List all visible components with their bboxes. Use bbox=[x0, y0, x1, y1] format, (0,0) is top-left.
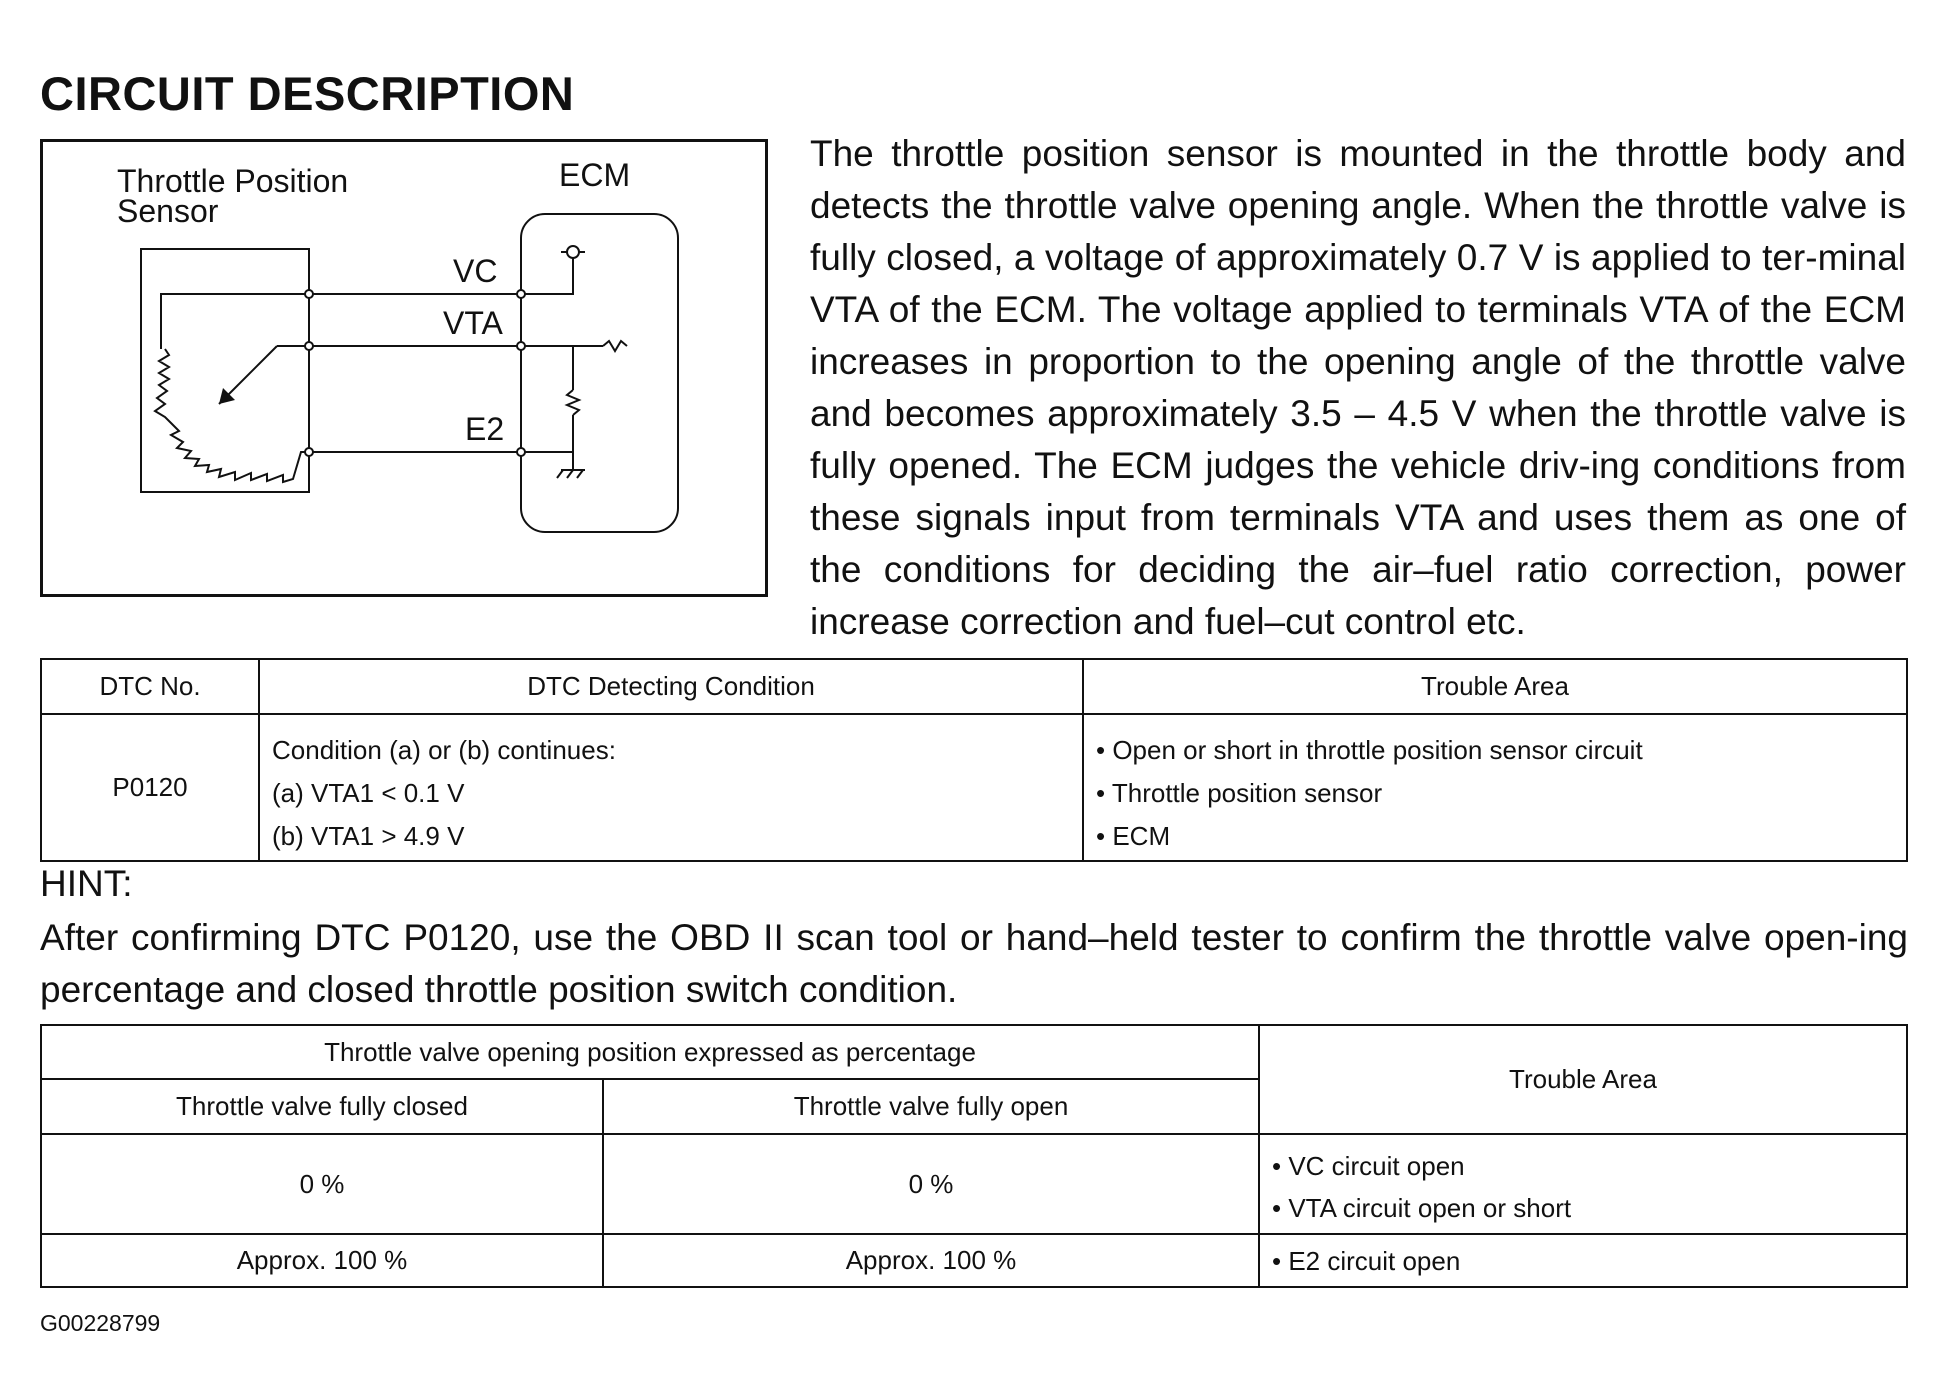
section-title: CIRCUIT DESCRIPTION bbox=[40, 67, 575, 120]
trouble-item: • VTA circuit open or short bbox=[1272, 1193, 1572, 1223]
table-row bbox=[41, 1234, 1907, 1287]
trouble-item: • VC circuit open bbox=[1272, 1151, 1465, 1181]
header-dtc-no: DTC No. bbox=[41, 659, 259, 714]
header-trouble-area: Trouble Area bbox=[1083, 659, 1907, 714]
trouble-item: • E2 circuit open bbox=[1272, 1245, 1461, 1276]
trouble-item: • ECM bbox=[1096, 821, 1171, 851]
condition-b: (b) VTA1 > 4.9 V bbox=[272, 821, 465, 851]
sensor-housing bbox=[141, 249, 309, 492]
open-value: 0 % bbox=[603, 1134, 1259, 1234]
circuit-diagram bbox=[40, 139, 768, 597]
dtc-table-row bbox=[41, 714, 1907, 861]
group-header: Throttle valve opening position expressed as percentage bbox=[41, 1025, 1259, 1079]
condition-a: (a) VTA1 < 0.1 V bbox=[272, 778, 465, 808]
trouble-item: • Throttle position sensor bbox=[1096, 778, 1383, 808]
ecm-label: ECM bbox=[559, 157, 631, 193]
trouble-area-cell bbox=[1083, 714, 1907, 861]
header-trouble-area: Trouble Area bbox=[1259, 1025, 1907, 1134]
sensor-label-line1: Throttle Position bbox=[117, 163, 349, 199]
hint-text: After confirming DTC P0120, use the OBD II scan tool or hand–held tester to confirm the throttle valve open-ing percentage and closed throttle position switch condition. bbox=[40, 917, 1908, 1010]
trouble-area-cell bbox=[1259, 1234, 1907, 1287]
trouble-area-cell bbox=[1259, 1134, 1907, 1234]
terminal-label-e2: E2 bbox=[465, 411, 505, 447]
circuit-diagram-svg bbox=[43, 142, 765, 594]
position-table-group-row bbox=[41, 1025, 1907, 1079]
terminal-label-vta: VTA bbox=[443, 305, 503, 341]
supply-terminal bbox=[567, 246, 579, 258]
header-fully-open: Throttle valve fully open bbox=[603, 1079, 1259, 1134]
sensor-label-line2: Sensor bbox=[117, 193, 219, 229]
ecm-housing bbox=[521, 214, 678, 532]
hint-label: HINT: bbox=[40, 863, 133, 904]
table-row bbox=[41, 1134, 1907, 1234]
open-value: Approx. 100 % bbox=[603, 1234, 1259, 1287]
header-fully-closed: Throttle valve fully closed bbox=[41, 1079, 603, 1134]
dtc-table-header-row bbox=[41, 659, 1907, 714]
closed-value: Approx. 100 % bbox=[41, 1234, 603, 1287]
closed-value: 0 % bbox=[41, 1134, 603, 1234]
dtc-code: P0120 bbox=[41, 714, 259, 861]
detecting-condition-cell bbox=[259, 714, 1083, 861]
position-table bbox=[40, 1024, 1908, 1288]
circuit-description-text: The throttle position sensor is mounted in the throttle body and detects the throttle valve opening angle. When the throttle valve is fully closed, a voltage of approximately 0.7 V is applied to ter-minal VTA of the ECM. The voltage applied to terminals VTA of the ECM increases in proportion to the opening angle of the throttle valve and becomes approximately 3.5 – 4.5 V when the throttle valve is fully opened. The ECM judges the vehicle driv-ing conditions from these signals input from terminals VTA and uses them as one of the conditions for deciding the air–fuel ratio correction, power increase correction and fuel–cut control etc. bbox=[810, 133, 1906, 642]
header-detecting-condition: DTC Detecting Condition bbox=[259, 659, 1083, 714]
trouble-item: • Open or short in throttle position sensor circuit bbox=[1096, 735, 1643, 765]
resistor-element bbox=[155, 349, 309, 482]
figure-code: G00228799 bbox=[40, 1310, 161, 1336]
terminal-label-vc: VC bbox=[453, 253, 498, 289]
condition-intro: Condition (a) or (b) continues: bbox=[272, 735, 616, 765]
dtc-table bbox=[40, 658, 1908, 862]
